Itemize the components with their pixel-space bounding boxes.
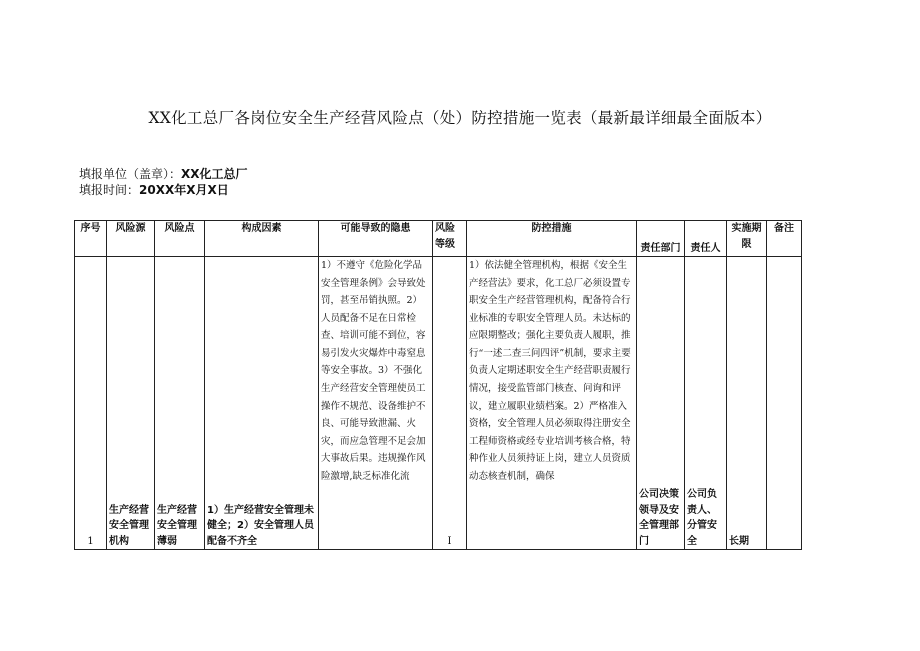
cell-seq: 1 — [75, 257, 107, 550]
header-factors: 构成因素 — [205, 221, 319, 257]
header-measures: 防控措施 — [467, 221, 637, 257]
cell-remarks — [767, 257, 802, 550]
document-title: XX化工总厂各岗位安全生产经营风险点（处）防控措施一览表（最新最详细最全面版本） — [148, 109, 772, 127]
cell-hazards: 1）不遵守《危险化学品安全管理条例》会导致处罚，甚至吊销执照。2）人员配备不足在日常检查、培训可能不到位，容易引发火灾爆炸中毒窒息等安全事故。3）不强化生产经营安全管理使员工操作不规范、设备维护不良、可能导致泄漏、火灾，而应急管理不足会加大事故后果。违规操作风险激增,缺乏标准化流 — [319, 257, 433, 550]
header-deadline: 实施期限 — [727, 221, 767, 257]
fill-time-value: 20XX年X月X日 — [139, 183, 229, 197]
fill-unit-value: XX化工总厂 — [181, 167, 248, 181]
table-row — [75, 257, 802, 550]
table-header-row — [75, 221, 802, 257]
header-hazards: 可能导致的隐患 — [319, 221, 433, 257]
cell-risk-point: 生产经营安全管理薄弱 — [155, 257, 205, 550]
cell-risk-level: I — [433, 257, 467, 550]
header-risk-level: 风险等级 — [433, 221, 467, 257]
fill-unit-label: 填报单位（盖章）： — [79, 167, 182, 181]
cell-factors: 1）生产经营安全管理未健全；2）安全管理人员配备不齐全 — [205, 257, 319, 550]
fill-time-label: 填报时间： — [79, 183, 140, 197]
cell-dept: 公司决策领导及安全管理部门 — [637, 257, 685, 550]
header-seq: 序号 — [75, 221, 107, 257]
cell-risk-source: 生产经营安全管理机构 — [107, 257, 155, 550]
header-remarks: 备注 — [767, 221, 802, 257]
risk-control-table — [74, 220, 802, 550]
cell-deadline: 长期 — [727, 257, 767, 550]
cell-person: 公司负责人、分管安全 — [685, 257, 727, 550]
header-risk-point: 风险点 — [155, 221, 205, 257]
header-person: 责任人 — [685, 221, 727, 257]
fill-unit-line — [79, 165, 248, 182]
header-dept: 责任部门 — [637, 221, 685, 257]
fill-time-line — [79, 181, 229, 198]
cell-measures: 1）依法健全管理机构，根据《安全生产经营法》要求，化工总厂必须设置专职安全生产经营管理机构，配备符合行业标准的专职安全管理人员。未达标的应限期整改；强化主要负责人履职，推行“一述二查三问四评”机制，要求主要负责人定期述职安全生产经营职责履行情况，接受监管部门核查、问询和评议，建立履职业绩档案。2）严格准入资格，安全管理人员必须取得注册安全工程师资格或经专业培训考核合格，特种作业人员须持证上岗，建立人员资质动态核查机制，确保 — [467, 257, 637, 550]
header-risk-source: 风险源 — [107, 221, 155, 257]
